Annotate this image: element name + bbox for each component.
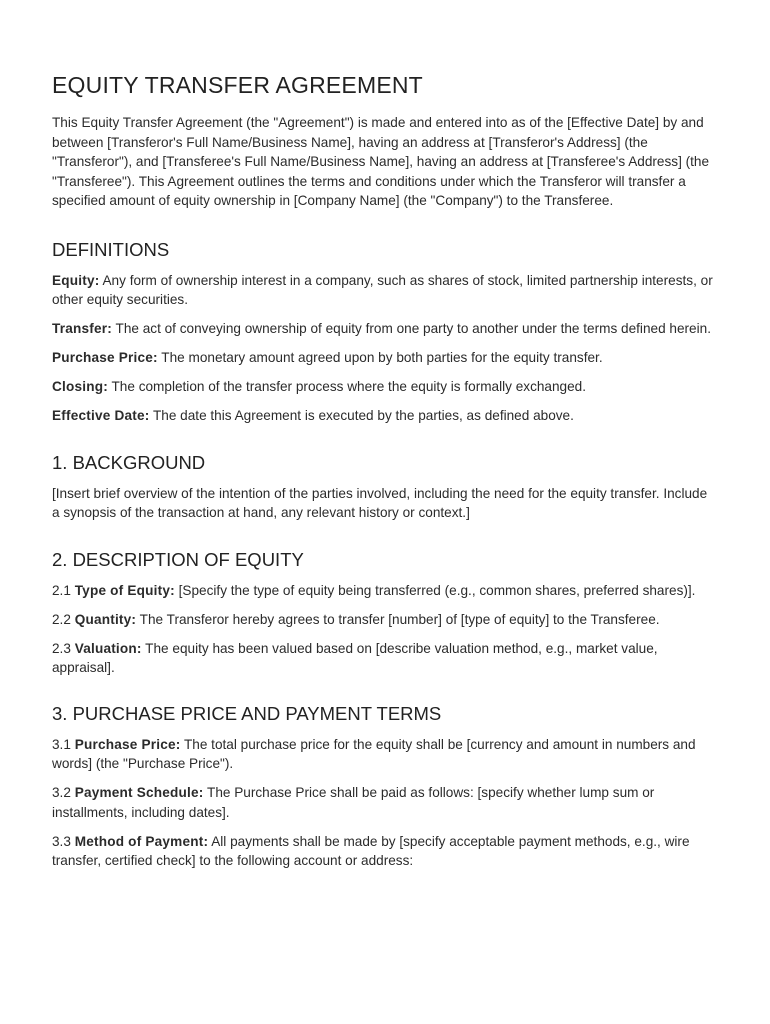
definition-term: Transfer: <box>52 321 112 336</box>
definition-transfer <box>52 319 718 339</box>
definition-text: The monetary amount agreed upon by both parties for the equity transfer. <box>157 350 603 365</box>
clause-number: 3.3 <box>52 833 75 849</box>
clause-term: Valuation: <box>74 640 142 656</box>
definition-effective-date <box>52 406 718 426</box>
clause-text: [Specify the type of equity being transferred (e.g., common shares, preferred shares)]. <box>174 582 696 598</box>
definition-term: Effective Date: <box>52 408 150 423</box>
clause-text: The Transferor hereby agrees to transfer [number] of [type of equity] to the Transferee. <box>136 611 660 627</box>
intro-paragraph: This Equity Transfer Agreement (the "Agreement") is made and entered into as of the [Effective Date] by and between [Transferor's Full Name/Business Name], having an address at [Transferor's Address] (the "Transferor"), and [Transferee's Full Name/Business Name], having an address at [Transferee's Address] (the "Transferee"). This Agreement outlines the terms and conditions under which the Transferor will transfer a specified amount of equity ownership in [Company Name] (the "Company") to the Transferee. <box>52 115 710 208</box>
purchase-heading: 3. PURCHASE PRICE AND PAYMENT TERMS <box>52 702 442 724</box>
definitions-heading: DEFINITIONS <box>52 238 170 260</box>
clause-text: The equity has been valued based on [describe valuation method, e.g., market value, appraisal]. <box>52 640 658 675</box>
clause-3-3 <box>52 832 718 871</box>
clause-number: 2.2 <box>52 611 75 627</box>
clause-number: 2.1 <box>52 582 75 598</box>
background-paragraph: [Insert brief overview of the intention of the parties involved, including the need for the equity transfer. Include a synopsis of the transaction at hand, any relevant history or context.] <box>52 485 708 520</box>
definition-purchase-price <box>52 348 718 368</box>
definition-text: Any form of ownership interest in a company, such as shares of stock, limited partnership interests, or other equity securities. <box>52 272 713 307</box>
clause-number: 2.3 <box>52 640 75 656</box>
clause-term: Method of Payment: <box>74 833 209 849</box>
definition-text: The act of conveying ownership of equity from one party to another under the terms defined herein. <box>111 321 711 336</box>
definition-text: The date this Agreement is executed by the parties, as defined above. <box>149 408 574 423</box>
clause-term: Quantity: <box>74 611 137 627</box>
background-heading: 1. BACKGROUND <box>52 451 206 473</box>
definition-text: The completion of the transfer process where the equity is formally exchanged. <box>107 379 587 394</box>
clause-term: Type of Equity: <box>74 582 175 598</box>
definition-term: Closing: <box>52 379 108 394</box>
clause-2-3 <box>52 639 718 678</box>
clause-2-2 <box>52 610 718 630</box>
definition-term: Purchase Price: <box>52 350 158 365</box>
definition-term: Equity: <box>52 272 100 288</box>
clause-3-1 <box>52 735 718 774</box>
clause-term: Payment Schedule: <box>74 785 204 800</box>
clause-term: Purchase Price: <box>74 736 181 752</box>
clause-3-2 <box>52 783 718 822</box>
clause-text: The total purchase price for the equity shall be [currency and amount in numbers and words] (the "Purchase Price"). <box>52 736 696 771</box>
definition-closing <box>52 377 718 397</box>
clause-number: 3.2 <box>52 785 75 800</box>
clause-2-1 <box>52 581 718 601</box>
clause-text: All payments shall be made by [specify acceptable payment methods, e.g., wire transfer, certified check] to the following account or address: <box>52 833 690 868</box>
definition-equity <box>52 271 718 310</box>
description-heading: 2. DESCRIPTION OF EQUITY <box>52 548 304 570</box>
clause-number: 3.1 <box>52 736 75 752</box>
document-title: EQUITY TRANSFER AGREEMENT <box>52 72 423 98</box>
clause-text: The Purchase Price shall be paid as follows: [specify whether lump sum or installments, including dates]. <box>52 785 655 820</box>
